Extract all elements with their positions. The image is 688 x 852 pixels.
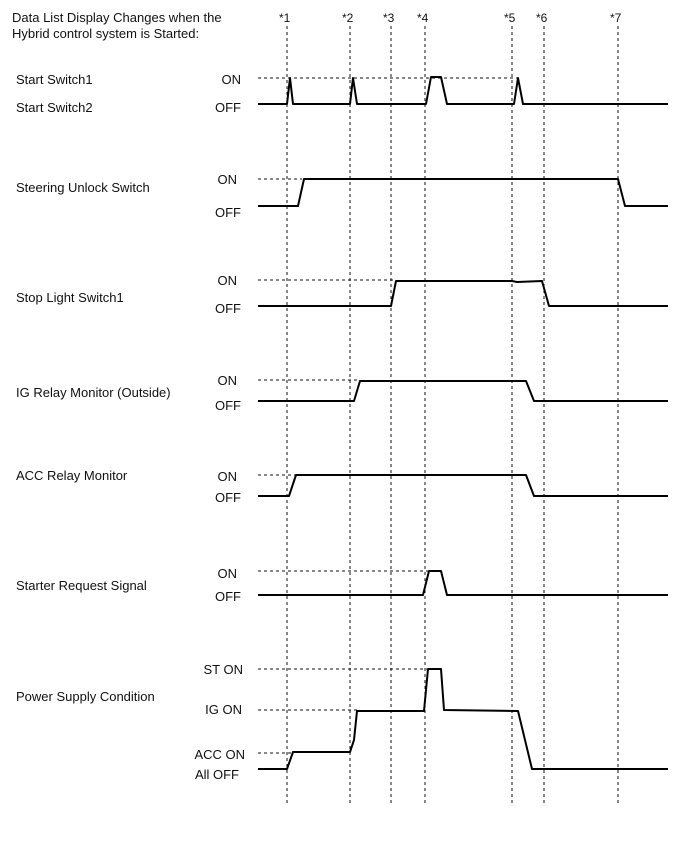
level-label-off: OFF xyxy=(215,490,241,505)
level-label-acc-on: ACC ON xyxy=(194,747,245,762)
marker-label-5: *5 xyxy=(504,11,516,25)
level-label-on: ON xyxy=(217,172,237,187)
level-label-off: OFF xyxy=(215,398,241,413)
level-label-off: OFF xyxy=(215,205,241,220)
marker-label-2: *2 xyxy=(342,11,354,25)
marker-label-7: *7 xyxy=(610,11,622,25)
level-label-on: ON xyxy=(221,72,241,87)
signal-label-starter-request-signal: Starter Request Signal xyxy=(16,578,147,593)
marker-label-4: *4 xyxy=(417,11,429,25)
signal-label-acc-relay-monitor: ACC Relay Monitor xyxy=(16,468,128,483)
waveform-starter-request-signal xyxy=(258,571,668,595)
waveform-acc-relay-monitor xyxy=(258,475,668,496)
level-label-all-off: All OFF xyxy=(194,767,239,782)
level-label-off: OFF xyxy=(215,589,241,604)
waveform-ig-relay-monitor xyxy=(258,381,668,401)
signal-label-start-switch2: Start Switch2 xyxy=(16,100,93,115)
signal-label-start-switch1: Start Switch1 xyxy=(16,72,93,87)
waveform-power-supply-condition xyxy=(258,669,668,769)
level-label-on: ON xyxy=(217,373,237,388)
level-label-ig-on: IG ON xyxy=(205,702,242,717)
signal-label-steering-unlock-switch: Steering Unlock Switch xyxy=(16,180,150,195)
marker-label-1: *1 xyxy=(279,11,291,25)
signal-label-ig-relay-monitor: IG Relay Monitor (Outside) xyxy=(16,385,171,400)
signal-label-stop-light-switch1: Stop Light Switch1 xyxy=(16,290,124,305)
waveform-start-switch xyxy=(258,77,668,104)
diagram-title: Data List Display Changes when the Hybrid control system is Started: xyxy=(12,10,222,41)
level-label-st-on: ST ON xyxy=(203,662,243,677)
signal-label-power-supply-condition: Power Supply Condition xyxy=(16,689,155,704)
level-label-on: ON xyxy=(217,566,237,581)
marker-label-6: *6 xyxy=(536,11,548,25)
level-label-off: OFF xyxy=(215,100,241,115)
level-label-on: ON xyxy=(217,273,237,288)
level-label-on: ON xyxy=(217,469,237,484)
waveform-steering-unlock-switch xyxy=(258,179,668,206)
waveform-stop-light-switch1 xyxy=(258,281,668,306)
marker-label-3: *3 xyxy=(383,11,395,25)
level-label-off: OFF xyxy=(215,301,241,316)
